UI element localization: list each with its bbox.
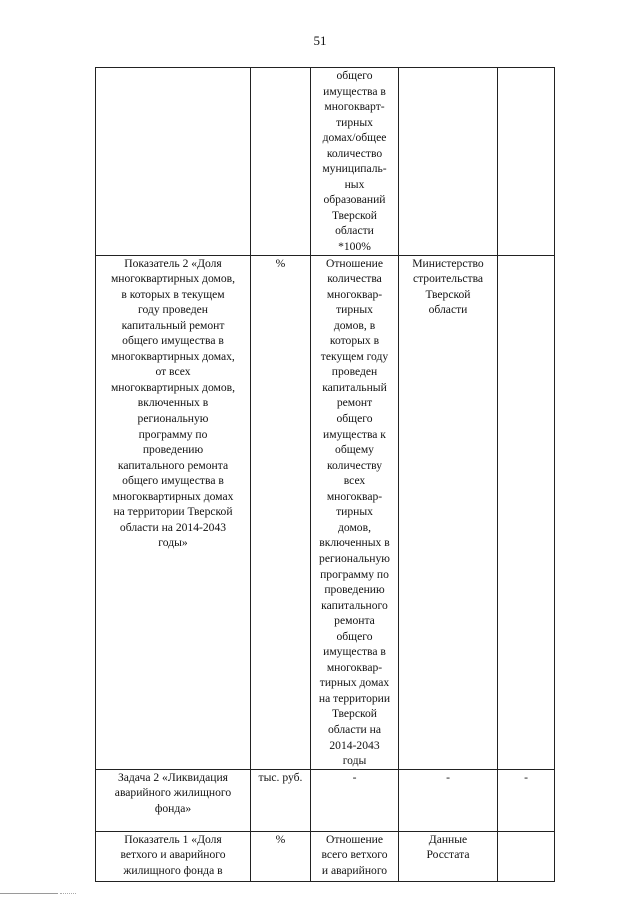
cell-line: тирных bbox=[336, 505, 373, 519]
cell-line: общему bbox=[335, 443, 374, 457]
cell-line: программу по bbox=[320, 567, 389, 581]
extra-cell bbox=[498, 831, 555, 881]
extra-cell bbox=[498, 255, 555, 769]
cell-line: домах/общее bbox=[322, 131, 387, 145]
cell-line: количество bbox=[326, 146, 383, 160]
cell-line: многоквар- bbox=[326, 287, 383, 301]
cell-line: Показатель 1 «Доля bbox=[124, 832, 222, 846]
cell-line: домов, bbox=[338, 520, 371, 534]
cell-line: имущества в bbox=[323, 84, 386, 98]
cell-line: всего ветхого bbox=[321, 848, 388, 862]
indicators-table bbox=[95, 67, 555, 882]
cell-line: общего имущества в bbox=[122, 474, 224, 488]
cell-line: имущества к bbox=[323, 427, 386, 441]
table-row bbox=[96, 255, 555, 769]
unit-text: % bbox=[275, 256, 286, 270]
cell-line: строительства bbox=[412, 272, 484, 286]
table-row bbox=[96, 831, 555, 881]
cell-line: годы bbox=[342, 754, 367, 768]
cell-line: капитального bbox=[321, 598, 388, 612]
formula-cell bbox=[311, 831, 399, 881]
cell-line: Задача 2 «Ликвидация bbox=[117, 770, 229, 784]
cell-line: годы» bbox=[158, 536, 188, 550]
cell-line: общего имущества в bbox=[122, 334, 224, 348]
cell-line: жилищного фонда в bbox=[123, 863, 223, 877]
cell-line: многоквар- bbox=[326, 660, 383, 674]
cell-line: многоквартирных домов, bbox=[110, 380, 236, 394]
cell-line: региональную bbox=[319, 551, 390, 565]
cell-line: проведению bbox=[324, 583, 385, 597]
cell-line: капитальный ремонт bbox=[121, 318, 225, 332]
cell-line: проведен bbox=[331, 365, 378, 379]
cell-line: 2014-2043 bbox=[329, 738, 380, 752]
cell-line: многоквартирных домах bbox=[112, 489, 234, 503]
cell-line: общего bbox=[336, 412, 373, 426]
unit-cell bbox=[251, 255, 311, 769]
unit-cell bbox=[251, 68, 311, 256]
cell-line: области bbox=[335, 224, 374, 238]
cell-line: Министерство bbox=[412, 256, 484, 270]
cell-line: на территории bbox=[318, 691, 391, 705]
cell-line: Тверской bbox=[331, 208, 378, 222]
cell-line: количества bbox=[327, 272, 382, 286]
cell-line: региональную bbox=[137, 412, 209, 426]
cell-line: на территории Тверской bbox=[113, 505, 233, 519]
indicator-name-cell bbox=[96, 255, 251, 769]
cell-line: капитальный bbox=[322, 380, 387, 394]
cell-line: Показатель 2 «Доля bbox=[124, 256, 222, 270]
unit-cell bbox=[251, 769, 311, 831]
cell-line: общего bbox=[336, 69, 373, 82]
cell-line: многоквартирных домах, bbox=[111, 349, 235, 363]
cell-line: - bbox=[352, 770, 357, 784]
cell-line: Тверской bbox=[425, 287, 471, 301]
cell-line: Росстата bbox=[426, 848, 470, 862]
cell-line: которых в bbox=[329, 334, 380, 348]
cell-line: аварийного жилищного bbox=[114, 786, 232, 800]
cell-line: многоквар- bbox=[326, 489, 383, 503]
cell-line: тирных домах bbox=[319, 676, 390, 690]
source-cell bbox=[399, 769, 498, 831]
cell-line: капитального ремонта bbox=[117, 458, 229, 472]
cell-line: всех bbox=[343, 474, 366, 488]
footer-dots bbox=[60, 893, 76, 895]
indicator-name-cell bbox=[96, 68, 251, 256]
cell-line: проведению bbox=[142, 443, 204, 457]
cell-line: ветхого и аварийного bbox=[120, 848, 226, 862]
cell-line: имущества в bbox=[323, 645, 386, 659]
extra-cell bbox=[498, 769, 555, 831]
cell-line: включенных в bbox=[319, 536, 390, 550]
extra-text: - bbox=[524, 770, 528, 784]
cell-line: - bbox=[446, 770, 450, 784]
cell-line: текущем году bbox=[320, 349, 389, 363]
formula-cell bbox=[311, 255, 399, 769]
cell-line: Отношение bbox=[325, 832, 384, 846]
cell-line: тирных bbox=[336, 115, 373, 129]
footer-rule bbox=[0, 893, 58, 894]
cell-line: области на bbox=[327, 722, 381, 736]
cell-line: и аварийного bbox=[321, 863, 388, 877]
cell-line: *100% bbox=[338, 240, 371, 254]
cell-line: ремонт bbox=[336, 396, 373, 410]
unit-cell bbox=[251, 831, 311, 881]
cell-line: тирных bbox=[336, 303, 373, 317]
unit-text: тыс. руб. bbox=[258, 770, 303, 784]
page-number: 51 bbox=[313, 33, 327, 48]
table-body bbox=[96, 68, 555, 882]
cell-line: муниципаль- bbox=[322, 162, 387, 176]
cell-line: домов, в bbox=[333, 318, 376, 332]
cell-line: в которых в текущем bbox=[121, 287, 225, 301]
cell-line: от всех bbox=[155, 365, 191, 379]
cell-line: Данные bbox=[428, 832, 468, 846]
table-row bbox=[96, 769, 555, 831]
cell-line: области bbox=[428, 303, 468, 317]
cell-line: фонда» bbox=[154, 801, 192, 815]
cell-line: году проведен bbox=[138, 303, 208, 317]
cell-line: Отношение bbox=[325, 256, 384, 270]
cell-line: Тверской bbox=[331, 707, 378, 721]
formula-cell bbox=[311, 769, 399, 831]
cell-line: ремонта bbox=[334, 614, 375, 628]
table-row bbox=[96, 68, 555, 256]
cell-line: ных bbox=[344, 177, 365, 191]
formula-cell bbox=[311, 68, 399, 256]
unit-text: % bbox=[275, 832, 286, 846]
cell-line: программу по bbox=[138, 427, 208, 441]
indicator-name-cell bbox=[96, 769, 251, 831]
cell-line: включенных в bbox=[137, 396, 209, 410]
cell-line: количеству bbox=[326, 458, 383, 472]
indicator-name-cell bbox=[96, 831, 251, 881]
cell-line: многоквартирных домов, bbox=[110, 272, 236, 286]
cell-line: области на 2014-2043 bbox=[119, 520, 227, 534]
extra-cell bbox=[498, 68, 555, 256]
source-cell bbox=[399, 255, 498, 769]
cell-line: многокварт- bbox=[324, 100, 385, 114]
cell-line: общего bbox=[336, 629, 373, 643]
source-cell bbox=[399, 68, 498, 256]
source-cell bbox=[399, 831, 498, 881]
cell-line: образований bbox=[323, 193, 386, 207]
